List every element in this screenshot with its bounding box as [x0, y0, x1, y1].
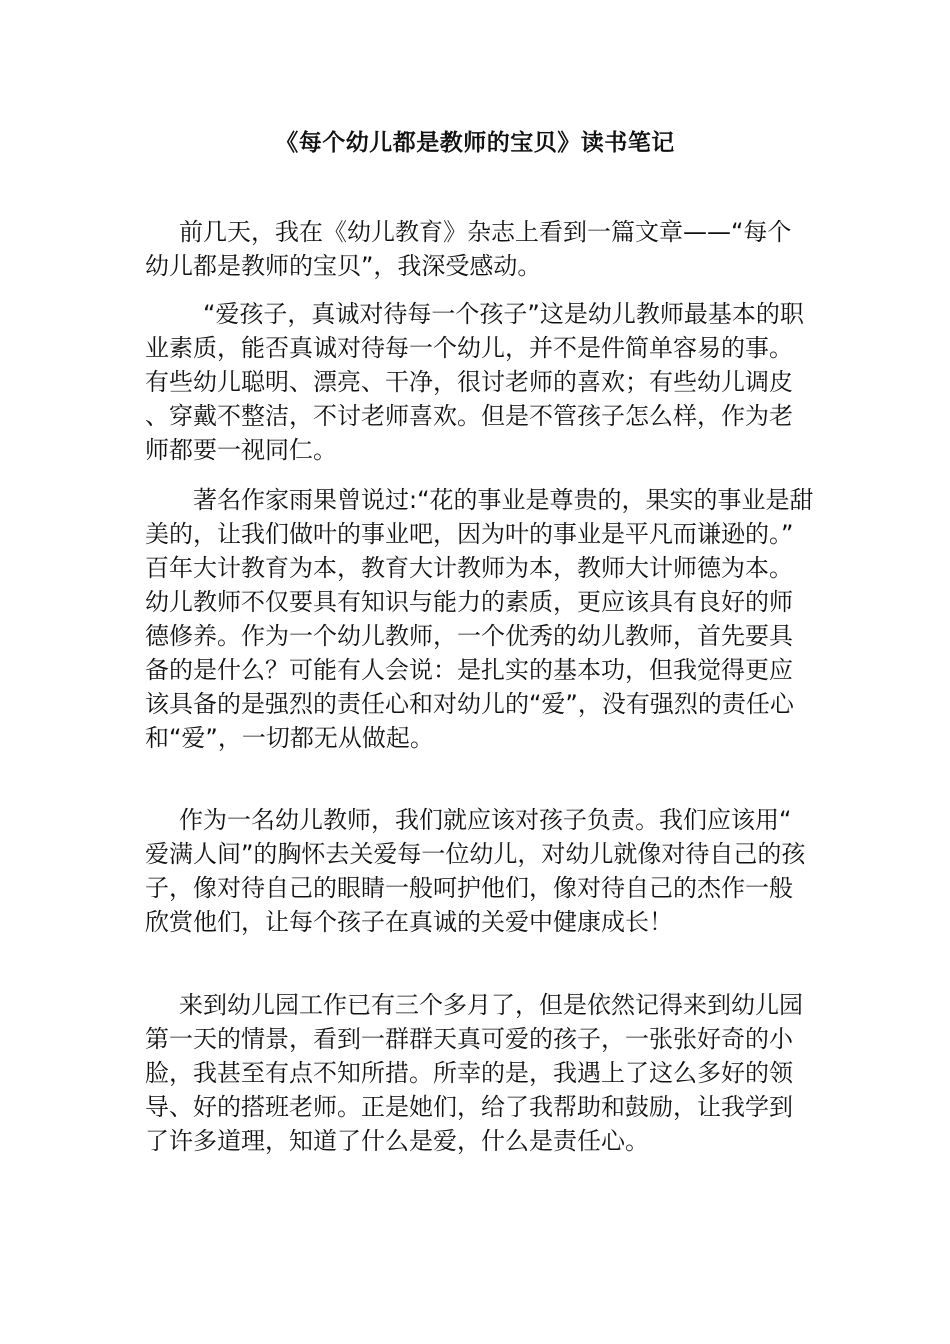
document-title: 《每个幼儿都是教师的宝贝》读书笔记: [275, 130, 675, 156]
paragraph-4: 作为一名幼儿教师，我们就应该对孩子负责。我们应该用“爱满人间”的胸怀去关爱每一位幼儿，对幼儿就像对待自己的孩子，像对待自己的眼睛一般呵护他们，像对待自己的杰作一般欣赏他们，让每个孩子在真诚的关爱中健康成长！: [145, 806, 806, 936]
paragraph-3: 著名作家雨果曾说过:“花的事业是尊贵的，果实的事业是甜美的，让我们做叶的事业吧，因为叶的事业是平凡而谦逊的。”百年大计教育为本，教育大计教师为本，教师大计师德为本。幼儿教师不仅要具有知识与能力的素质，更应该具有良好的师德修养。作为一个幼儿教师，一个优秀的幼儿教师，首先要具备的是什么？可能有人会说：是扎实的基本功，但我觉得更应该具备的是强烈的责任心和对幼儿的“爱”，没有强烈的责任心和“爱”，一切都无从做起。: [145, 486, 814, 752]
paragraph-5: 来到幼儿园工作已有三个多月了，但是依然记得来到幼儿园第一天的情景，看到一群群天真可爱的孩子，一张张好奇的小脸，我甚至有点不知所措。所幸的是，我遇上了这么多好的领导、好的搭班老师。正是她们，给了我帮助和鼓励，让我学到了许多道理，知道了什么是爱，什么是责任心。: [145, 991, 803, 1155]
paragraph-1: 前几天，我在《幼儿教育》杂志上看到一篇文章——“每个幼儿都是教师的宝贝”，我深受感动。: [145, 218, 792, 280]
paragraph-2: “爱孩子，真诚对待每一个孩子”这是幼儿教师最基本的职业素质，能否真诚对待每一个幼儿，并不是件简单容易的事。有些幼儿聪明、漂亮、干净，很讨老师的喜欢；有些幼儿调皮、穿戴不整洁，不讨老师喜欢。但是不管孩子怎么样，作为老师都要一视同仁。: [145, 300, 804, 464]
